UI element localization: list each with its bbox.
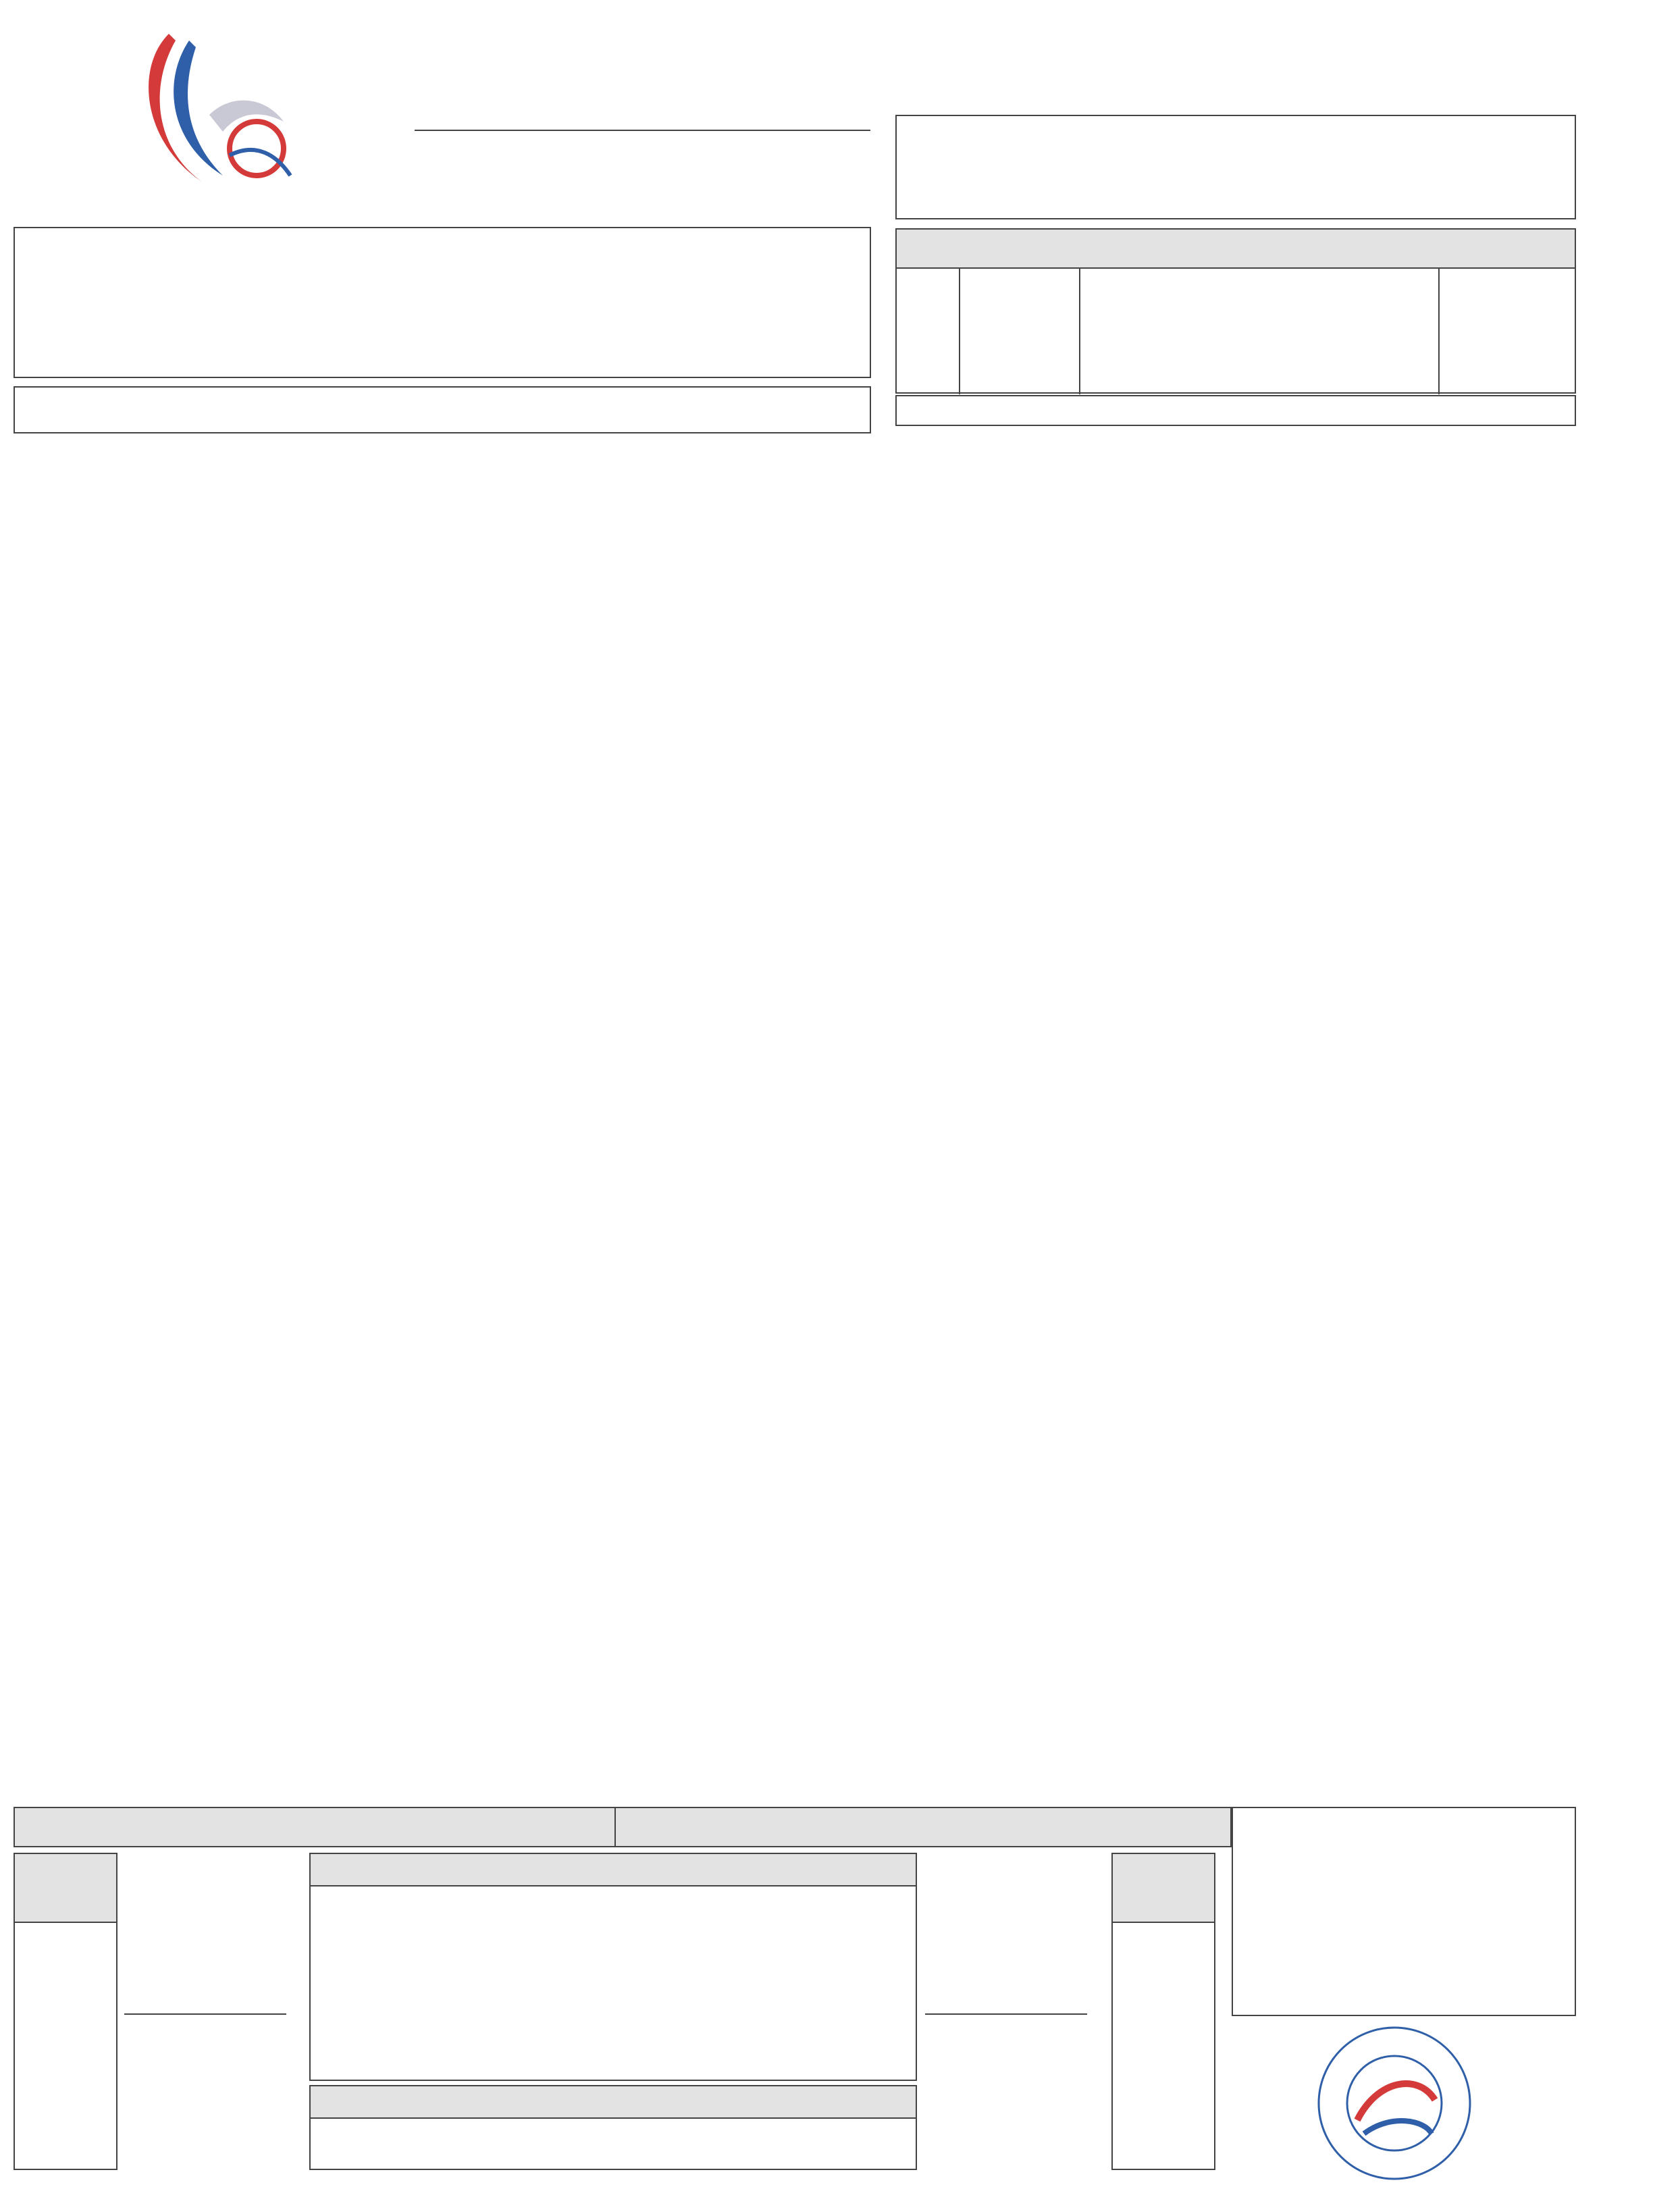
cup-logo bbox=[128, 14, 331, 196]
federation-logo bbox=[1310, 2019, 1479, 2188]
attack-on-dig-box bbox=[309, 2085, 917, 2170]
away-reception-summary bbox=[925, 1853, 1101, 2170]
summary-header-bar bbox=[14, 1807, 1232, 1847]
home-rotation-box bbox=[14, 1853, 117, 2170]
away-rotation-box bbox=[1111, 1853, 1215, 2170]
referees-box bbox=[14, 386, 871, 433]
kill-on-reception-box bbox=[309, 1853, 917, 2081]
final-score-box bbox=[895, 115, 1576, 219]
sets-table bbox=[895, 228, 1576, 394]
match-info-box bbox=[14, 227, 871, 378]
home-reception-summary bbox=[124, 1853, 300, 2170]
legend-box bbox=[1232, 1807, 1576, 2016]
sets-total-box bbox=[895, 395, 1576, 426]
